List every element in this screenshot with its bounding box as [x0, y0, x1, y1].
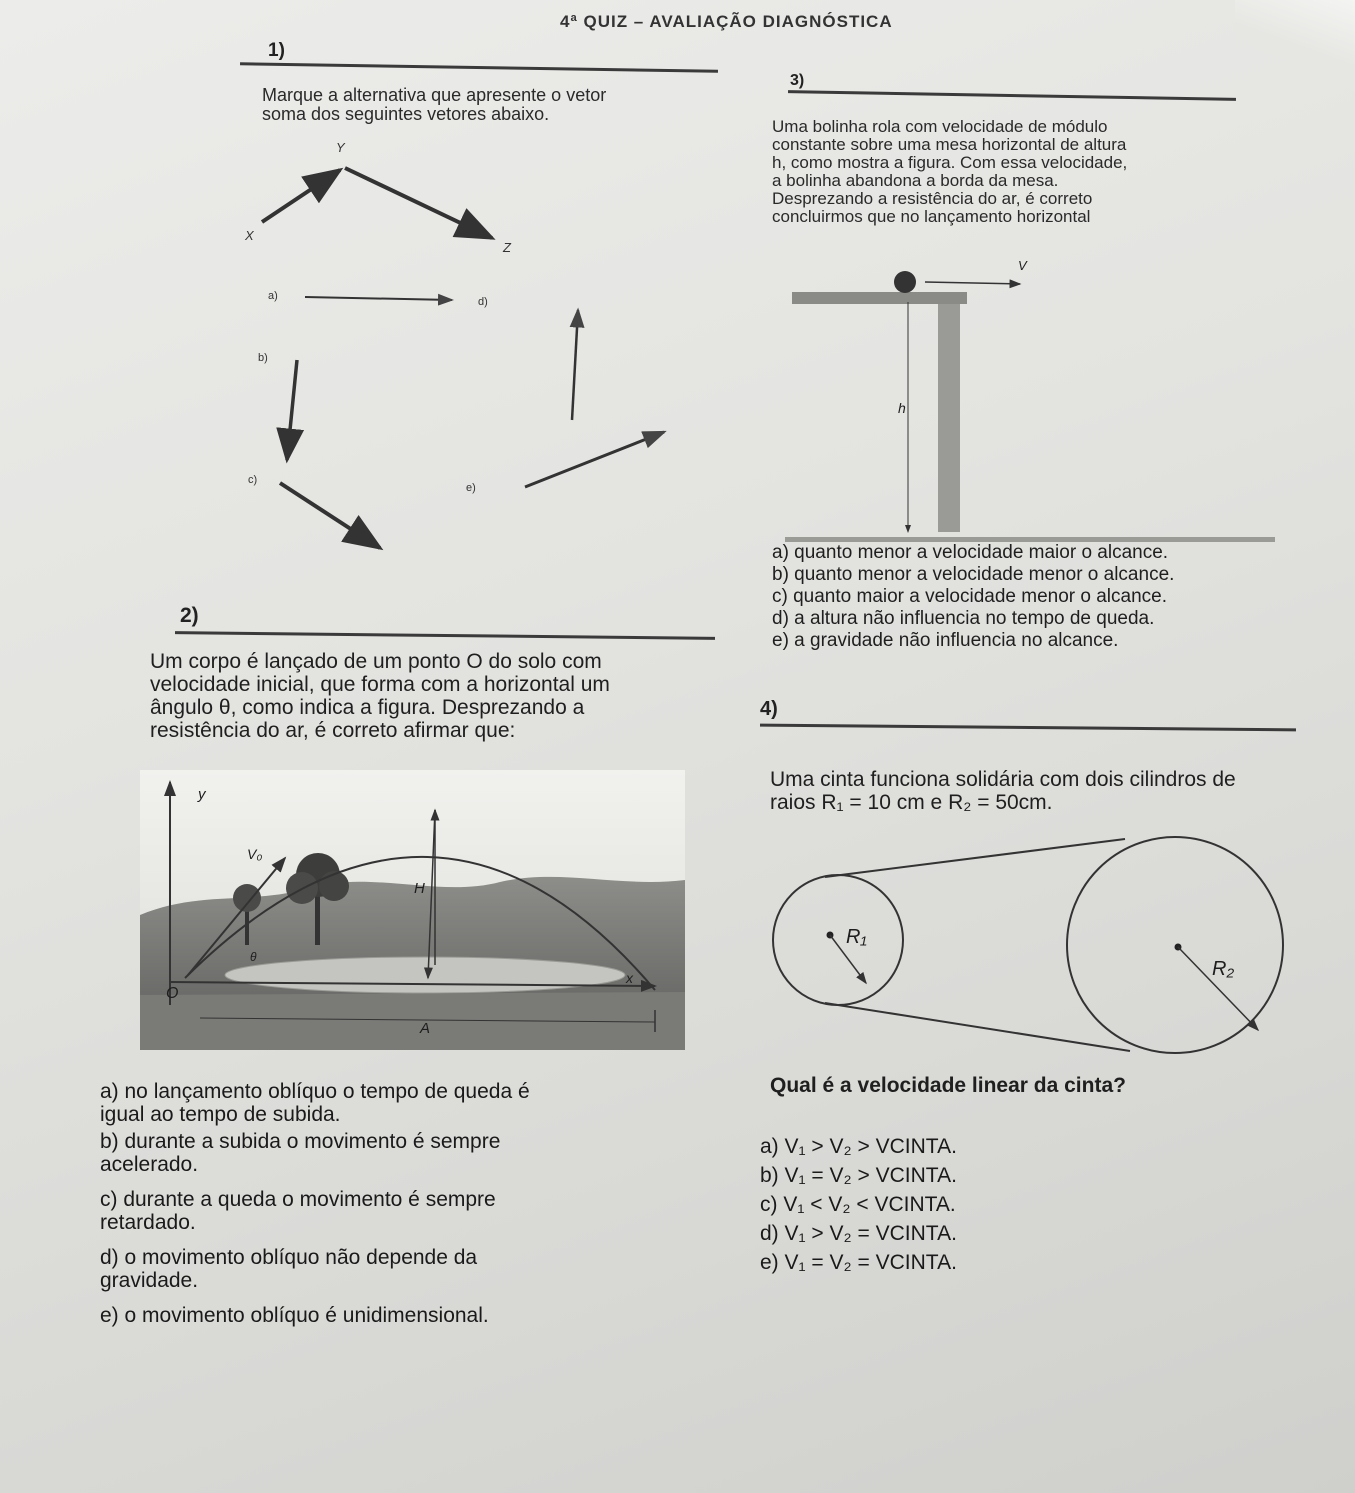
q4-belt-figure: [770, 835, 1290, 1065]
q2-statement-line-4: resistência do ar, é correto afirmar que:: [150, 719, 516, 742]
q2-statement-line-1: Um corpo é lançado de um ponto O do solo com: [150, 650, 602, 673]
q2-statement-line-3: ângulo θ, como indica a figura. Desprezando a: [150, 696, 585, 719]
belt-bottom: [825, 1003, 1130, 1051]
lake: [225, 957, 625, 993]
q3-table-figure: [780, 262, 1280, 552]
q4-statement-line-2: raios R₁ = 10 cm e R₂ = 50cm.: [770, 791, 1053, 814]
cylinder-r1: [773, 875, 903, 1005]
ball: [894, 271, 916, 293]
q1-statement-line-2: soma dos seguintes vetores abaixo.: [262, 104, 550, 124]
q4-statement-line-1: Uma cinta funciona solidária com dois cilindros de: [770, 768, 1236, 791]
axis-x-label: x: [626, 970, 633, 986]
q4-option-a[interactable]: a) V₁ > V₂ > VCINTA.: [760, 1135, 957, 1158]
q3-statement-line-2: constante sobre uma mesa horizontal de altura: [772, 135, 1127, 154]
table-top: [792, 292, 967, 304]
q2-projectile-figure: [140, 770, 685, 1050]
q3-statement-line-3: h, como mostra a figura. Com essa velocidade,: [772, 153, 1128, 172]
q3-statement-line-1: Uma bolinha rola com velocidade de módulo: [772, 117, 1108, 136]
velocity-arrow: [925, 282, 1020, 284]
q3-option-e[interactable]: e) a gravidade não influencia no alcance.: [772, 630, 1119, 651]
theta-label: θ: [250, 950, 257, 964]
origin-label: O: [166, 985, 179, 1002]
q2-option-d[interactable]: d) o movimento oblíquo não depende da gravidade.: [100, 1246, 478, 1292]
vector-y-label: Y: [336, 140, 345, 155]
velocity-label: V: [1018, 258, 1027, 273]
belt-top: [825, 839, 1125, 877]
page-title: 4ª QUIZ – AVALIAÇÃO DIAGNÓSTICA: [560, 12, 893, 31]
q3-option-d[interactable]: d) a altura não influencia no tempo de queda.: [772, 608, 1155, 629]
option-c-label: c): [248, 474, 258, 486]
q4-options: [760, 1132, 957, 1277]
vector-z-label: Z: [503, 240, 511, 255]
r1-label: R₁: [846, 926, 867, 948]
q3-options: [772, 542, 1174, 652]
q2-number: 2): [180, 604, 199, 627]
option-b-arrow: [287, 360, 297, 460]
q3-option-c[interactable]: c) quanto maior a velocidade menor o alcance.: [772, 586, 1168, 607]
option-c-arrow: [280, 483, 380, 548]
q3-statement-line-4: a bolinha abandona a borda da mesa.: [772, 171, 1059, 190]
vector-x-arrow: [262, 170, 340, 222]
q2-option-b[interactable]: b) durante a subida o movimento é sempre acelerado.: [100, 1130, 501, 1176]
table-leg: [938, 304, 960, 532]
height-h-label: h: [898, 400, 906, 416]
q2-option-a[interactable]: a) no lançamento oblíquo o tempo de queda é igual ao tempo de subida.: [100, 1080, 530, 1126]
option-d-label: d): [478, 296, 488, 308]
q3-number: 3): [790, 72, 805, 89]
option-e-arrow: [525, 432, 664, 487]
v0-label: V₀: [247, 846, 263, 862]
q3-option-b[interactable]: b) quanto menor a velocidade menor o alcance.: [772, 564, 1175, 585]
option-a-arrow: [305, 297, 452, 300]
cylinder-r2: [1067, 837, 1283, 1053]
option-a-label: a): [268, 290, 278, 302]
q4-option-c[interactable]: c) V₁ < V₂ < VCINTA.: [760, 1193, 956, 1216]
vector-x-label: X: [245, 228, 254, 243]
q2-statement-line-2: velocidade inicial, que forma com a horizontal um: [150, 673, 610, 696]
q2-option-c[interactable]: c) durante a queda o movimento é sempre retardado.: [100, 1188, 496, 1234]
q4-option-d[interactable]: d) V₁ > V₂ = VCINTA.: [760, 1222, 957, 1245]
q3-statement: [772, 118, 1127, 226]
q4-question: Qual é a velocidade linear da cinta?: [770, 1074, 1126, 1097]
axis-y-label: y: [198, 786, 206, 803]
option-b-label: b): [258, 352, 268, 364]
q3-option-a[interactable]: a) quanto menor a velocidade maior o alcance.: [772, 542, 1169, 563]
q4-option-b[interactable]: b) V₁ = V₂ > VCINTA.: [760, 1164, 957, 1187]
q1-number: 1): [268, 40, 285, 61]
q4-statement: [770, 768, 1236, 814]
option-d-arrow: [572, 310, 578, 420]
height-label: H: [414, 880, 425, 897]
q2-options: [100, 1080, 530, 1327]
q1-statement-line-1: Marque a alternativa que apresente o vetor: [262, 85, 607, 105]
range-label: A: [420, 1020, 431, 1037]
q4-option-e[interactable]: e) V₁ = V₂ = VCINTA.: [760, 1251, 957, 1274]
option-e-label: e): [466, 482, 476, 494]
q3-statement-line-5: Desprezando a resistência do ar, é correto: [772, 189, 1093, 208]
q4-number: 4): [760, 698, 778, 720]
q2-statement: [150, 650, 610, 742]
r2-label: R₂: [1212, 958, 1235, 980]
q2-option-e[interactable]: e) o movimento oblíquo é unidimensional.: [100, 1304, 489, 1327]
q3-statement-line-6: concluirmos que no lançamento horizontal: [772, 207, 1091, 226]
vector-z-arrow: [345, 168, 492, 238]
